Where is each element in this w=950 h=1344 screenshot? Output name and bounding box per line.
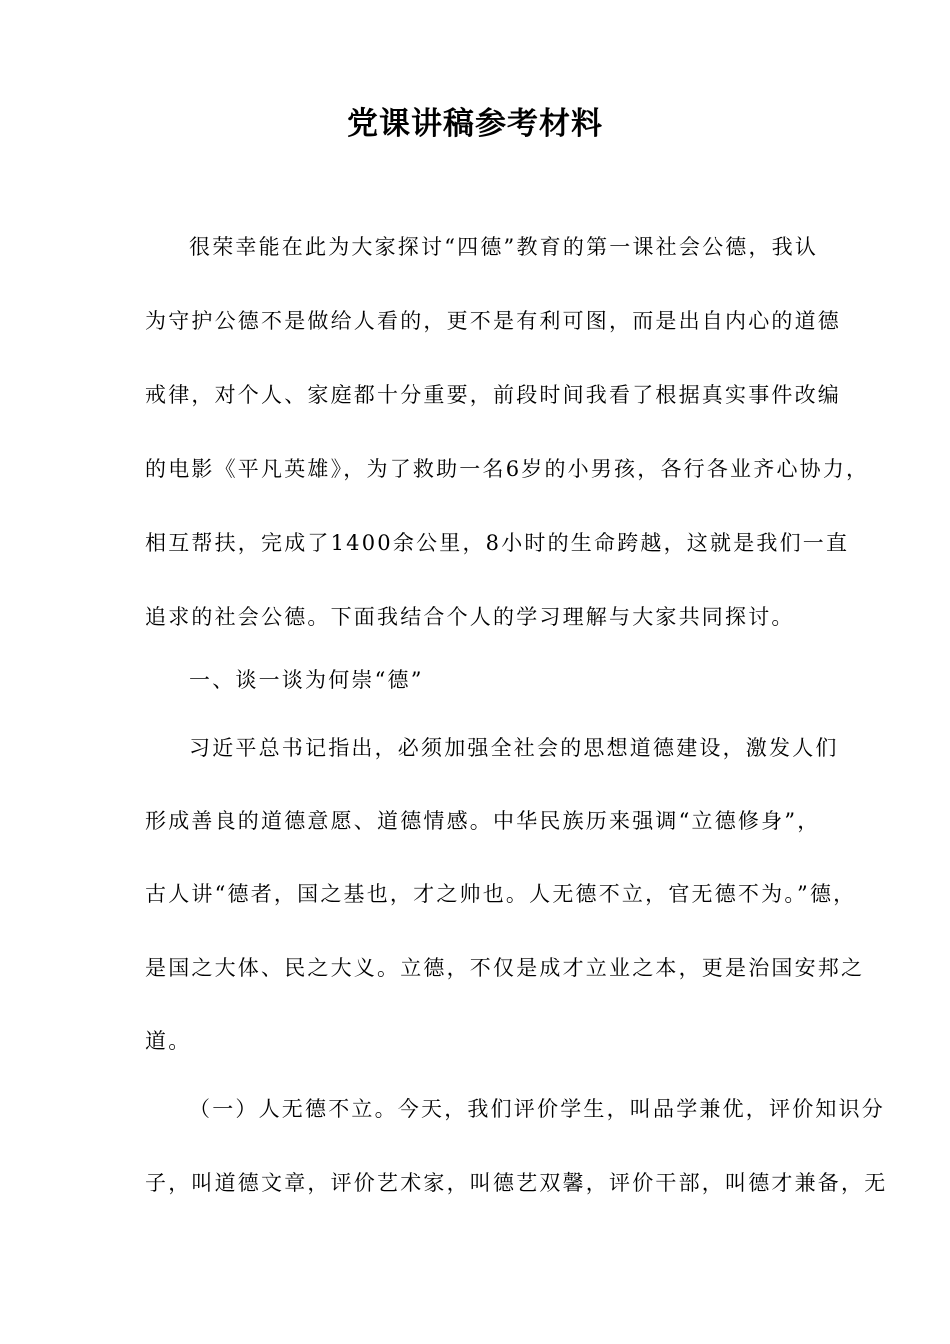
section-heading: 一、谈一谈为何崇“德” [189, 668, 424, 692]
paragraph-line: 是国之大体、民之大义。立德，不仅是成才立业之本，更是治国安邦之 [145, 956, 865, 980]
document-title: 党课讲稿参考材料 [347, 106, 603, 142]
paragraph-line: 形成善良的道德意愿、道德情感。中华民族历来强调“立德修身”， [145, 809, 821, 833]
paragraph-line: 道。 [145, 1029, 192, 1053]
paragraph-line: 的电影《平凡英雄》，为了救助一名6岁的小男孩，各行各业齐心协力， [145, 457, 870, 481]
paragraph-line: （一）人无德不立。今天，我们评价学生，叫品学兼优，评价知识分 [189, 1097, 885, 1121]
paragraph-line: 习近平总书记指出，必须加强全社会的思想道德建设，激发人们 [189, 736, 839, 760]
paragraph-line: 戒律，对个人、家庭都十分重要，前段时间我看了根据真实事件改编 [145, 383, 841, 407]
paragraph-line: 相互帮扶，完成了1400余公里，8小时的生命跨越，这就是我们一直 [145, 531, 850, 555]
paragraph-line: 追求的社会公德。下面我结合个人的学习理解与大家共同探讨。 [145, 605, 795, 629]
paragraph-line: 很荣幸能在此为大家探讨“四德”教育的第一课社会公德，我认 [189, 235, 819, 259]
paragraph-line: 古人讲“德者，国之基也，才之帅也。人无德不立，官无德不为。”德， [145, 882, 857, 906]
paragraph-line: 子，叫道德文章，评价艺术家，叫德艺双馨，评价干部，叫德才兼备，无 [145, 1171, 888, 1195]
paragraph-line: 为守护公德不是做给人看的，更不是有利可图，而是出自内心的道德 [145, 309, 841, 333]
